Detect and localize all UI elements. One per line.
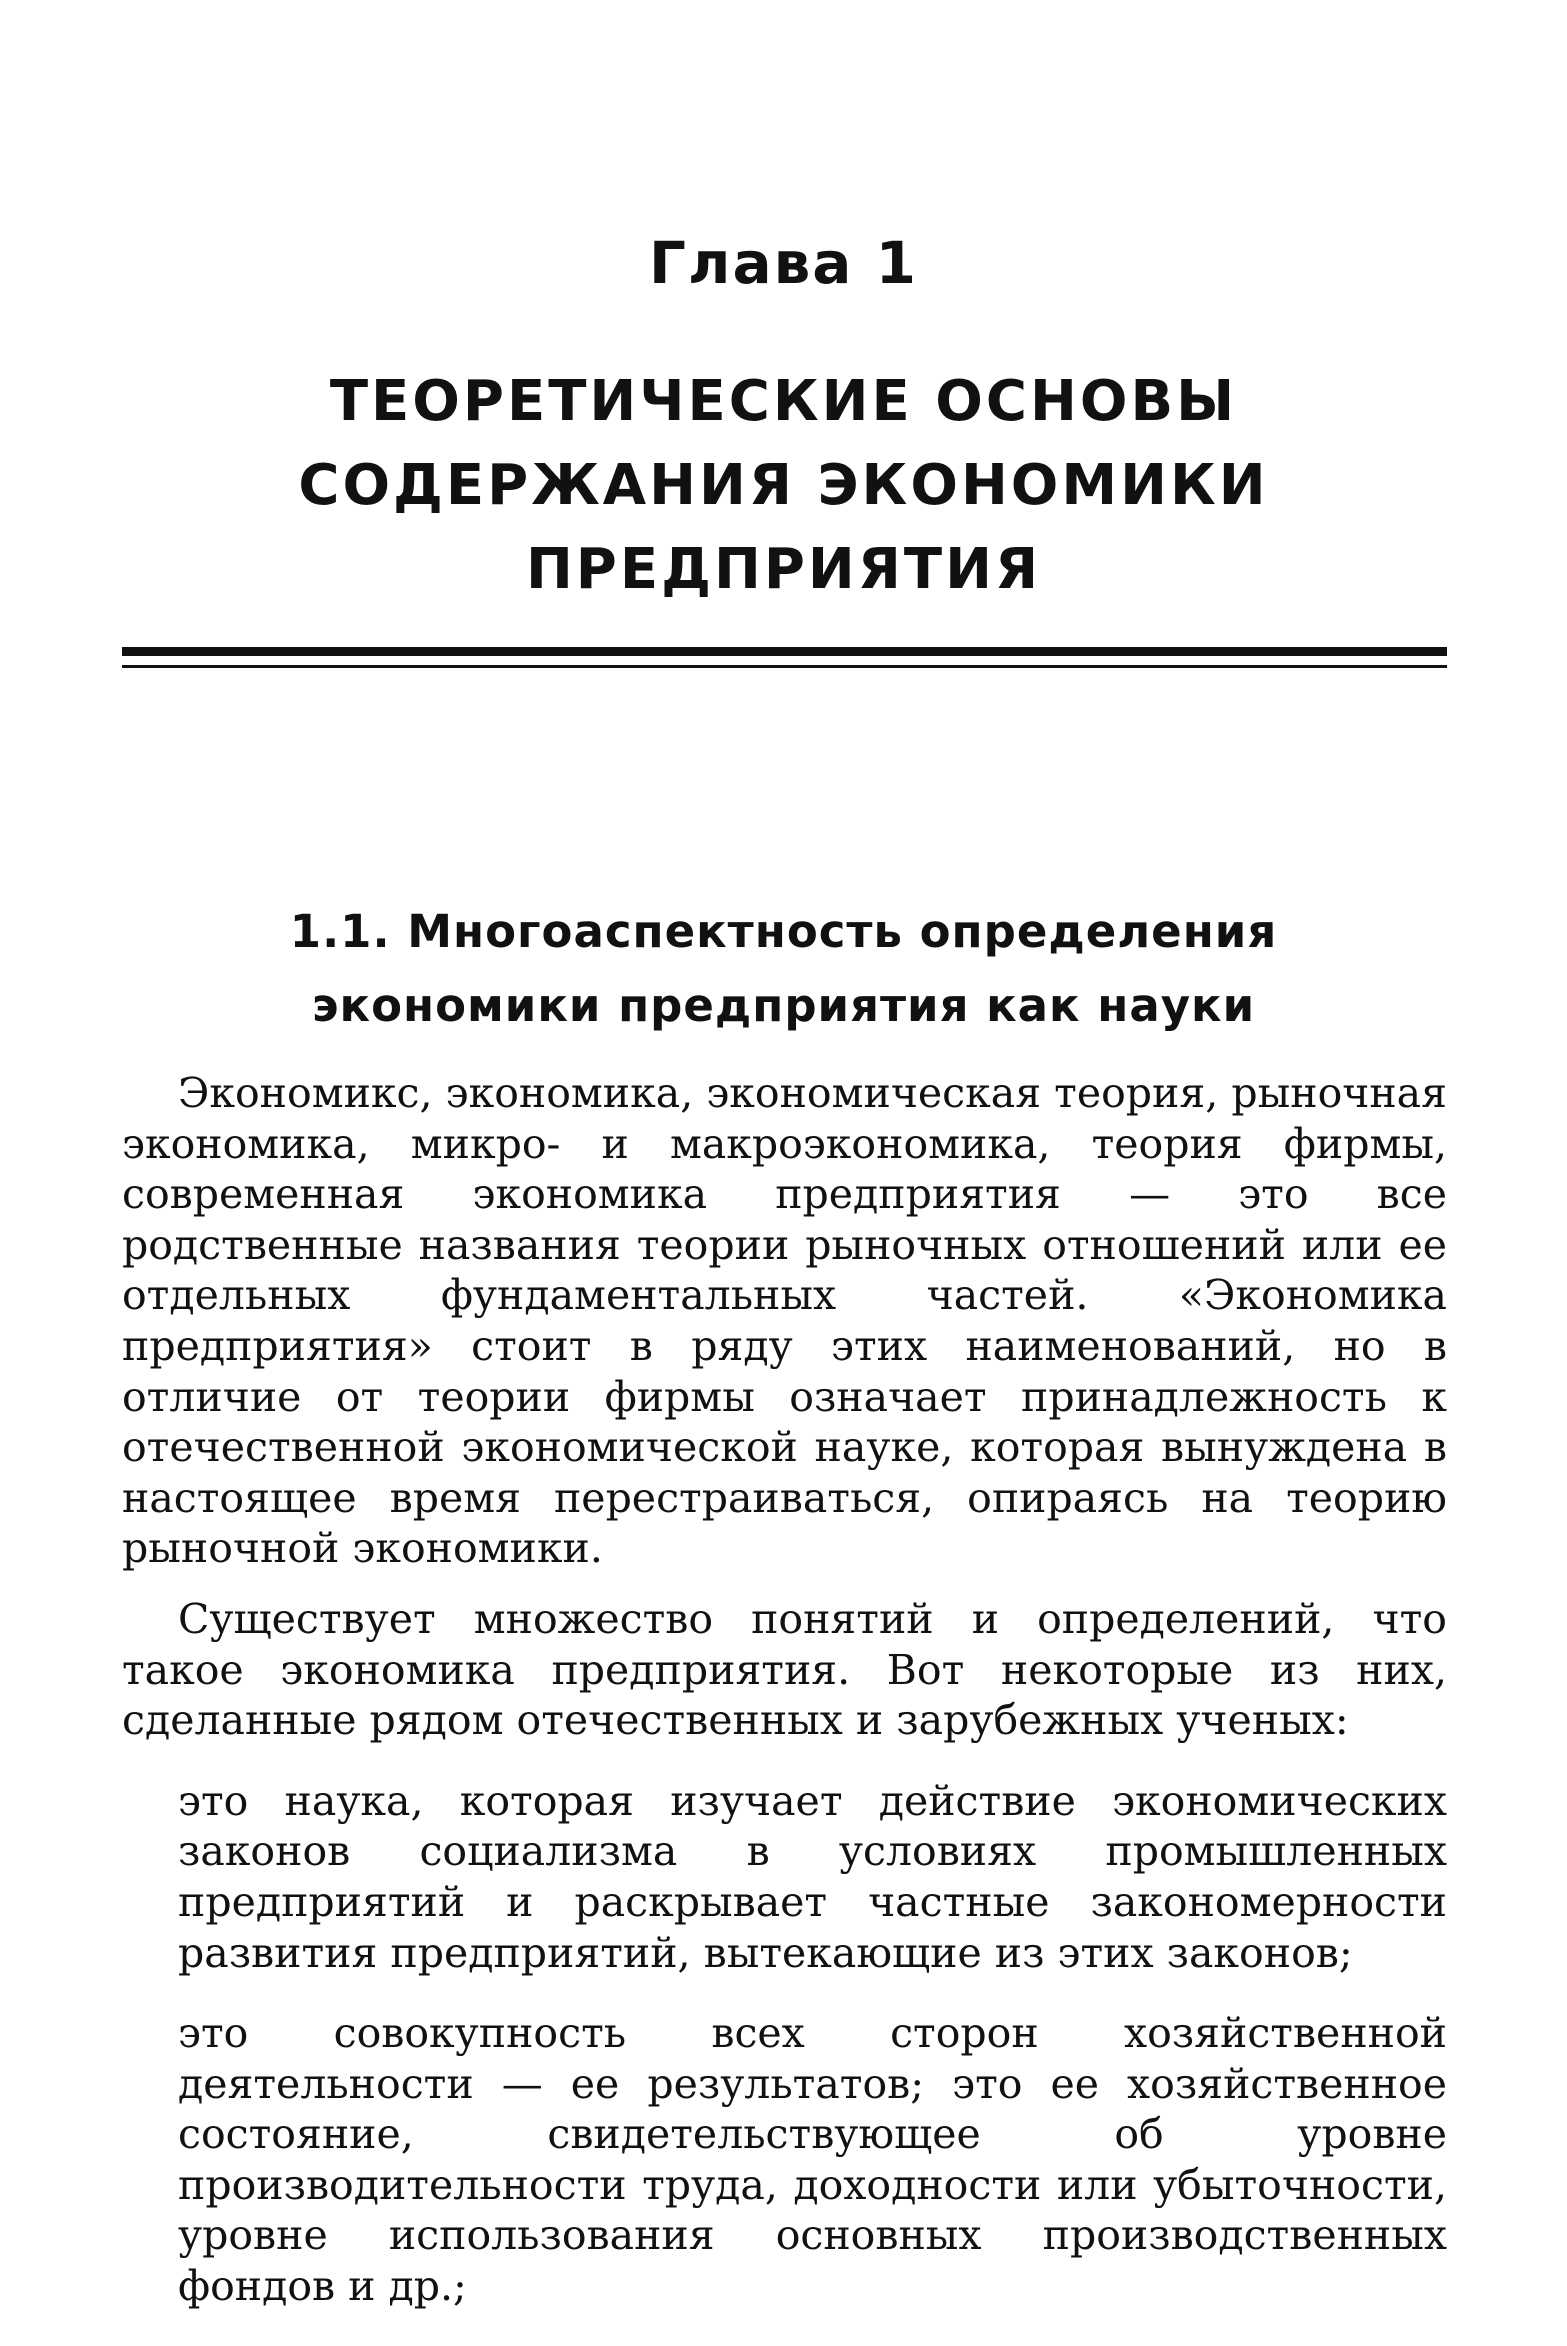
divider-thick: [122, 647, 1447, 656]
paragraph: Существует множество понятий и определений, что такое экономика предприятия. Вот некоторые из них, сделанные рядом отечественных и зарубежных ученых:: [122, 1594, 1447, 1745]
section-title: [180, 895, 1387, 1043]
chapter-label: Глава 1: [649, 229, 918, 297]
chapter-title-line: СОДЕРЖАНИЯ ЭКОНОМИКИ: [298, 453, 1269, 518]
definition-item: это наука, которая изучает действие экономических законов социализма в условиях промышленных предприятий и раскрывает частные закономерности развития предприятий, вытекающие из этих законов;: [178, 1776, 1447, 1977]
section-title-line: 1.1. Многоаспектность определения: [289, 905, 1278, 958]
paragraph: Экономикс, экономика, экономическая теория, рыночная экономика, микро- и макроэкономика, теория фирмы, современная экономика предприятия — это все родственные названия теории рыночных отношений или ее отдельных фундаментальных частей. «Экономика предприятия» стоит в ряду этих наименований, но в отличие от теории фирмы означает принадлежность к отечественной экономической науке, которая вынуждена в настоящее время перестраиваться, опираясь на теорию рыночной экономики.: [122, 1069, 1447, 1573]
divider-thin: [122, 665, 1447, 668]
chapter-title: [200, 360, 1367, 612]
section-title-line: экономики предприятия как науки: [311, 979, 1256, 1032]
chapter-title-line: ПРЕДПРИЯТИЯ: [525, 537, 1042, 602]
body-text: [122, 1068, 1447, 2342]
chapter-title-line: ТЕОРЕТИЧЕСКИЕ ОСНОВЫ: [329, 369, 1238, 434]
definition-item: это совокупность всех сторон хозяйственной деятельности — ее результатов; это ее хозяйственное состояние, свидетельствующее об уровне производительности труда, доходности или убыточности, уровне использования основных производственных фондов и др.;: [178, 2009, 1447, 2311]
